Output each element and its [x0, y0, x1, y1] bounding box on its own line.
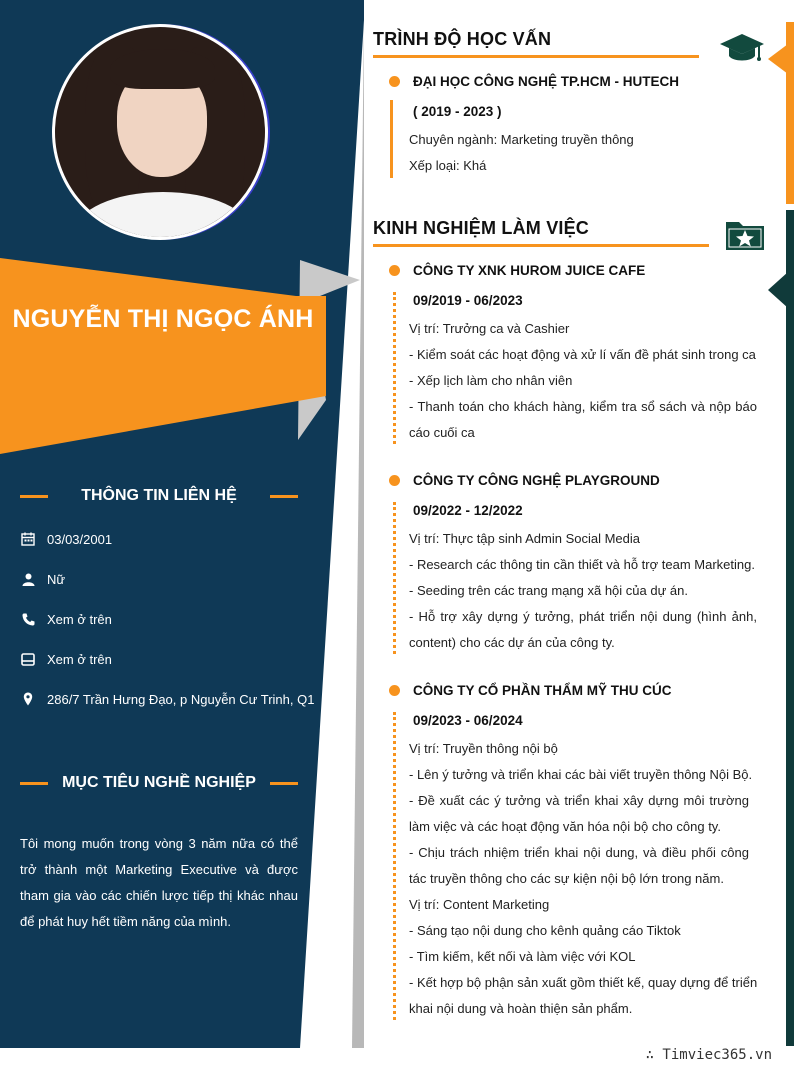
job-line: - Seeding trên các trang mạng xã hội của dự án. — [409, 583, 688, 598]
contact-address — [20, 691, 314, 707]
edge-stripe-dark — [786, 210, 794, 1046]
job-line: Vị trí: Truyền thông nội bộ — [409, 741, 558, 756]
job-period: 09/2019 - 06/2023 — [413, 293, 523, 308]
location-icon — [20, 691, 36, 707]
contact-birthday — [20, 531, 112, 547]
job-line: - Đề xuất các ý tưởng và triển khai xây dựng môi trường — [409, 793, 749, 808]
job-line: - Kết hợp bộ phận sản xuất gồm thiết kế, quay dựng để triển — [409, 975, 758, 990]
experience-title: KINH NGHIỆM LÀM VIỆC — [373, 218, 590, 238]
timeline-dotted-line — [393, 292, 396, 444]
job-line: khai nội dung và hoàn thiện sản phẩm. — [409, 1001, 633, 1016]
job-line: Vị trí: Thực tập sinh Admin Social Media — [409, 531, 641, 546]
timeline-dot — [389, 76, 400, 87]
education-grade: Xếp loại: Khá — [409, 158, 487, 173]
timeline-dotted-line — [393, 712, 396, 1020]
objective-text: Tôi mong muốn trong vòng 3 năm nữa có thể trở thành một Marketing Executive và được tham gia vào các chiến lược tiếp thị khác nhau để phát huy hết tiềm năng của mình. — [20, 836, 298, 929]
job-line: content) cho các dự án của công ty. — [409, 635, 615, 650]
job-line: - Kiểm soát các hoạt động và xử lí vấn đề phát sinh trong ca — [409, 347, 756, 362]
job-line: cáo cuối ca — [409, 425, 475, 440]
job-line: - Sáng tạo nội dung cho kênh quảng cáo Tiktok — [409, 923, 681, 938]
objective-title: MỤC TIÊU NGHỀ NGHIỆP — [62, 774, 256, 791]
timeline-dot — [389, 475, 400, 486]
email-icon — [20, 651, 36, 667]
phone-icon — [20, 611, 36, 627]
job-line: - Hỗ trợ xây dựng ý tưởng, phát triển nội dung (hình ảnh, — [409, 609, 757, 624]
timeline-dot — [389, 265, 400, 276]
job-line: - Chịu trách nhiệm triển khai nội dung, và điều phối công — [409, 845, 749, 860]
edge-arrow-orange — [768, 44, 788, 74]
profile-photo — [52, 24, 268, 240]
contact-email — [20, 651, 112, 667]
contact-title: THÔNG TIN LIÊN HỆ — [81, 487, 237, 504]
education-underline — [373, 55, 699, 58]
phone-value: Xem ở trên — [47, 611, 112, 627]
edge-arrow-dark — [768, 272, 788, 308]
user-icon — [20, 571, 36, 587]
contact-section-title — [20, 487, 298, 505]
email-value: Xem ở trên — [47, 651, 112, 667]
timeline-line — [390, 100, 393, 178]
job-line: - Xếp lịch làm cho nhân viên — [409, 373, 573, 388]
job-company: CÔNG TY XNK HUROM JUICE CAFE — [413, 263, 646, 278]
job-line: - Research các thông tin cần thiết và hỗ trợ team Marketing. — [409, 557, 755, 572]
experience-underline — [373, 244, 709, 247]
timeline-dot — [389, 685, 400, 696]
job-line: - Lên ý tưởng và triển khai các bài viết truyền thông Nội Bộ. — [409, 767, 753, 782]
job-period: 09/2022 - 12/2022 — [413, 503, 523, 518]
job-line: làm việc và các hoạt động văn hóa nội bộ cho công ty. — [409, 819, 721, 834]
objective-section-title — [20, 774, 298, 792]
graduation-cap-icon — [719, 32, 765, 64]
job-line: tác truyền thông cho các sự kiện nội bộ lớn trong năm. — [409, 871, 724, 886]
footer-watermark[interactable]: ∴ Timviec365.vn — [645, 1047, 772, 1063]
job-line: Vị trí: Trưởng ca và Cashier — [409, 321, 570, 336]
job-company: CÔNG TY CỔ PHẦN THẨM MỸ THU CÚC — [413, 683, 672, 698]
contact-phone — [20, 611, 112, 627]
education-title: TRÌNH ĐỘ HỌC VẤN — [373, 29, 552, 49]
timeline-dotted-line — [393, 502, 396, 654]
contact-gender — [20, 571, 65, 587]
address-value: 286/7 Trần Hưng Đạo, p Nguyễn Cư Trinh, Q1 — [47, 691, 315, 707]
birthday-value: 03/03/2001 — [47, 531, 113, 547]
job-line: Vị trí: Content Marketing — [409, 897, 550, 912]
job-company: CÔNG TY CÔNG NGHỆ PLAYGROUND — [413, 473, 660, 488]
candidate-name: NGUYỄN THỊ NGỌC ÁNH — [12, 305, 314, 333]
education-major: Chuyên ngành: Marketing truyền thông — [409, 132, 634, 147]
calendar-icon — [20, 531, 36, 547]
job-line: - Tìm kiếm, kết nối và làm việc với KOL — [409, 949, 636, 964]
education-period: ( 2019 - 2023 ) — [413, 104, 502, 119]
folder-star-icon — [724, 218, 766, 252]
job-period: 09/2023 - 06/2024 — [413, 713, 523, 728]
job-line: - Thanh toán cho khách hàng, kiểm tra sổ sách và nộp báo — [409, 399, 757, 414]
education-school: ĐẠI HỌC CÔNG NGHỆ TP.HCM - HUTECH — [413, 74, 680, 89]
gender-value: Nữ — [47, 571, 66, 587]
